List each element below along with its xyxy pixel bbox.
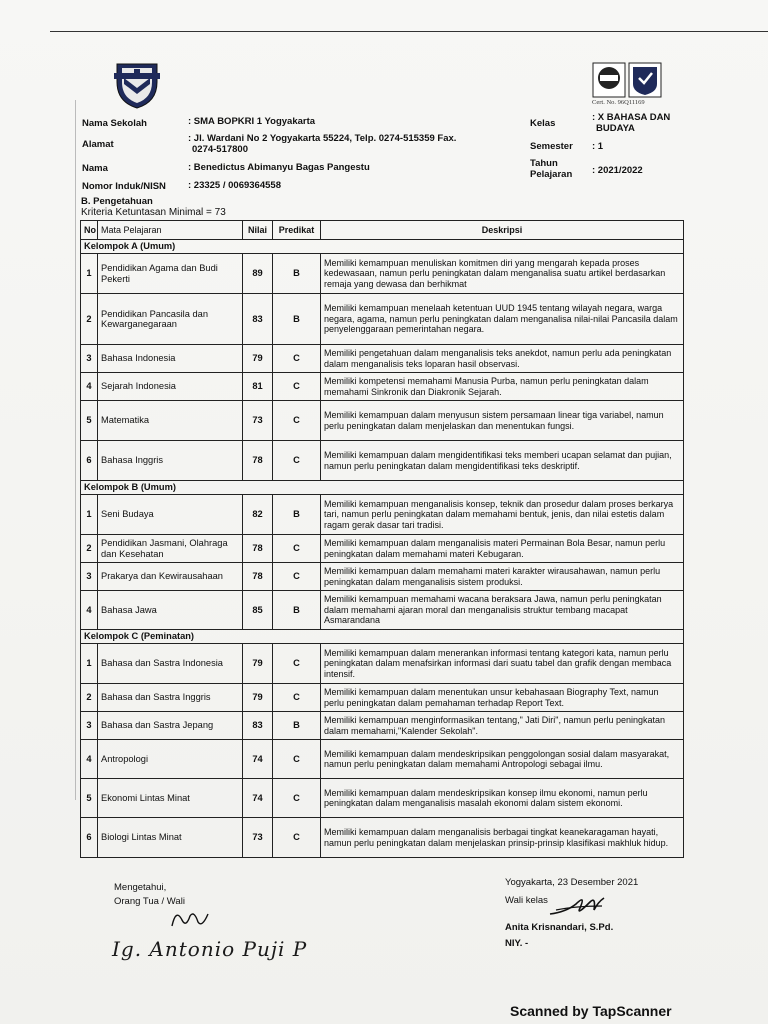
cell-predikat: B (273, 254, 321, 294)
header-no: No (81, 221, 98, 240)
cell-predikat: C (273, 373, 321, 401)
cell-mata-pelajaran: Pendidikan Pancasila dan Kewarganegaraan (98, 294, 243, 345)
cell-nilai: 89 (243, 254, 273, 294)
cell-predikat: C (273, 563, 321, 591)
cell-no: 3 (81, 712, 98, 740)
cell-mata-pelajaran: Pendidikan Agama dan Budi Pekerti (98, 254, 243, 294)
table-row (81, 591, 684, 630)
cell-nilai: 78 (243, 563, 273, 591)
cell-deskripsi: Memiliki kemampuan dalam mendeskripsikan konsep ilmu ekonomi, namun perlu peningkatan dalam menganalisis masalah ekonomi dalam sistem ekonomi. (321, 779, 684, 818)
school-logo-icon (114, 58, 160, 110)
cell-mata-pelajaran: Biologi Lintas Minat (98, 818, 243, 858)
niy: NIY. - (505, 938, 529, 949)
header-mata-pelajaran: Mata Pelajaran (98, 221, 243, 240)
cell-deskripsi: Memiliki kemampuan dalam menganalisis berbagai tingkat keanekaragaman hayati, namun perlu peningkatan dalam menjelaskan prinsip-prinsip klasifikasi makhluk hidup. (321, 818, 684, 858)
cell-predikat: B (273, 591, 321, 630)
cell-deskripsi: Memiliki kemampuan menganalisis konsep, teknik dan prosedur dalam proses berkarya tari, namun perlu peningkatan dalam memahami bentuk, jenis, dan nilai estetis dalam ragam gerak dasar tari tradisi. (321, 495, 684, 535)
value-nama: : Benedictus Abimanyu Bagas Pangestu (188, 162, 370, 173)
cell-no: 4 (81, 740, 98, 779)
cell-deskripsi: Memiliki kompetensi memahami Manusia Purba, namun perlu peningkatan dalam memahami Sinkronik dan Diakronik Sejarah. (321, 373, 684, 401)
value-nisn: : 23325 / 0069364558 (188, 180, 281, 191)
cell-nilai: 73 (243, 401, 273, 441)
cell-predikat: B (273, 294, 321, 345)
cell-mata-pelajaran: Bahasa dan Sastra Inggris (98, 684, 243, 712)
cell-nilai: 85 (243, 591, 273, 630)
top-border-line (50, 31, 768, 32)
cell-mata-pelajaran: Antropologi (98, 740, 243, 779)
cell-predikat: C (273, 684, 321, 712)
header-predikat: Predikat (273, 221, 321, 240)
value-alamat-1: : Jl. Wardani No 2 Yogyakarta 55224, Telp. 0274-515359 Fax. (188, 133, 457, 144)
label-tahun-2: Pelajaran (530, 169, 573, 180)
label-kelas: Kelas (530, 118, 556, 129)
mengetahui-label: Mengetahui, (114, 882, 167, 893)
cell-deskripsi: Memiliki kemampuan menginformasikan tentang," Jati Diri", namun perlu peningkatan dalam memahami,"Kalender Sekolah". (321, 712, 684, 740)
group-title: Kelompok C (Peminatan) (81, 630, 684, 644)
cell-deskripsi: Memiliki kemampuan dalam menerankan informasi tentang kategori kata, namun perlu peningkatan dalam menafsirkan informasi dari suatu tabel dan grafik dengan membaca intensif. (321, 644, 684, 684)
parent-signature-icon (168, 906, 218, 932)
cell-mata-pelajaran: Bahasa Inggris (98, 441, 243, 481)
grades-table (80, 220, 684, 858)
value-nama-sekolah: : SMA BOPKRI 1 Yogyakarta (188, 116, 316, 127)
cell-no: 3 (81, 345, 98, 373)
table-header-row (81, 221, 684, 240)
cell-mata-pelajaran: Sejarah Indonesia (98, 373, 243, 401)
group-title: Kelompok B (Umum) (81, 481, 684, 495)
cell-mata-pelajaran: Bahasa Indonesia (98, 345, 243, 373)
table-row (81, 535, 684, 563)
cell-mata-pelajaran: Bahasa dan Sastra Jepang (98, 712, 243, 740)
cell-predikat: C (273, 644, 321, 684)
cell-mata-pelajaran: Ekonomi Lintas Minat (98, 779, 243, 818)
cell-predikat: C (273, 535, 321, 563)
cell-nilai: 81 (243, 373, 273, 401)
cert-number: Cert. No. 96Q11169 (592, 99, 645, 106)
header-nilai: Nilai (243, 221, 273, 240)
cell-predikat: C (273, 818, 321, 858)
cell-mata-pelajaran: Bahasa Jawa (98, 591, 243, 630)
cell-mata-pelajaran: Bahasa dan Sastra Indonesia (98, 644, 243, 684)
cell-deskripsi: Memiliki pengetahuan dalam menganalisis teks anekdot, namun perlu ada peningkatan dalam menganalisis teks loparan hasil observasi. (321, 345, 684, 373)
cell-predikat: C (273, 779, 321, 818)
table-row (81, 712, 684, 740)
cell-predikat: B (273, 712, 321, 740)
cell-predikat: C (273, 441, 321, 481)
cell-nilai: 78 (243, 441, 273, 481)
cell-no: 1 (81, 644, 98, 684)
group-title: Kelompok A (Umum) (81, 240, 684, 254)
cell-no: 1 (81, 495, 98, 535)
cell-no: 2 (81, 684, 98, 712)
kkm-text: Kriteria Ketuntasan Minimal = 73 (81, 207, 226, 218)
cell-nilai: 82 (243, 495, 273, 535)
cell-deskripsi: Memiliki kemampuan menuliskan komitmen diri yang mengarah kepada proses kedewasaan, namun perlu peningkatan dalam menganalisa suatu artikel berdasarkan remaja yang dewasa dan berhikmat (321, 254, 684, 294)
cell-mata-pelajaran: Seni Budaya (98, 495, 243, 535)
label-tahun-1: Tahun (530, 158, 558, 169)
label-alamat: Alamat (82, 139, 114, 150)
scanner-watermark: Scanned by TapScanner (510, 1003, 672, 1019)
label-semester: Semester (530, 141, 573, 152)
value-kelas-2: BUDAYA (596, 123, 635, 134)
table-row (81, 644, 684, 684)
table-row (81, 563, 684, 591)
cell-no: 2 (81, 294, 98, 345)
cell-nilai: 73 (243, 818, 273, 858)
cell-nilai: 79 (243, 345, 273, 373)
cell-nilai: 74 (243, 779, 273, 818)
value-semester: : 1 (592, 141, 604, 152)
table-row (81, 818, 684, 858)
table-row (81, 401, 684, 441)
table-row (81, 345, 684, 373)
cell-no: 6 (81, 441, 98, 481)
cell-mata-pelajaran: Matematika (98, 401, 243, 441)
place-date: Yogyakarta, 23 Desember 2021 (505, 877, 639, 888)
cell-predikat: C (273, 740, 321, 779)
cell-mata-pelajaran: Pendidikan Jasmani, Olahraga dan Kesehatan (98, 535, 243, 563)
cell-deskripsi: Memiliki kemampuan dalam menyusun sistem persamaan linear tiga variabel, namun perlu peningkatan dalam menjelaskan dan menentukan fungsi. (321, 401, 684, 441)
cell-deskripsi: Memiliki kemampuan dalam memahami materi karakter wirausahawan, namun perlu peningkatan dalam menganalisis sistem produksi. (321, 563, 684, 591)
cell-nilai: 83 (243, 294, 273, 345)
cell-nilai: 79 (243, 684, 273, 712)
group-row (81, 481, 684, 495)
cell-deskripsi: Memiliki kemampuan dalam menganalisis materi Permainan Bola Besar, namun perlu peningkatan dalam memahami materi Kebugaran. (321, 535, 684, 563)
certification-logo-icon (592, 62, 662, 98)
cell-no: 2 (81, 535, 98, 563)
group-row (81, 240, 684, 254)
teacher-signature-icon (546, 888, 606, 920)
table-row (81, 373, 684, 401)
table-row (81, 779, 684, 818)
cell-deskripsi: Memiliki kemampuan dalam mendeskripsikan penggolongan sosial dalam masyarakat, namun perlu peningkatan dalam memahami Antropologi sebagai ilmu. (321, 740, 684, 779)
cell-deskripsi: Memiliki kemampuan dalam menentukan unsur kebahasaan Biography Text, namun perlu peningkatan dalam pemahaman terhadap Report Text. (321, 684, 684, 712)
table-row (81, 740, 684, 779)
cell-predikat: B (273, 495, 321, 535)
orang-tua-label: Orang Tua / Wali (114, 896, 185, 907)
wali-kelas-label: Wali kelas (505, 895, 548, 906)
cell-nilai: 74 (243, 740, 273, 779)
cell-no: 1 (81, 254, 98, 294)
value-alamat-2: 0274-517800 (192, 144, 248, 155)
label-nama-sekolah: Nama Sekolah (82, 118, 147, 129)
cell-no: 3 (81, 563, 98, 591)
cell-deskripsi: Memiliki kemampuan dalam mengidentifikasi teks memberi ucapan selamat dan pujian, namun perlu peningkatan dalam mengidentifikasi teks deskriptif. (321, 441, 684, 481)
cell-predikat: C (273, 401, 321, 441)
header-deskripsi: Deskripsi (321, 221, 684, 240)
cell-predikat: C (273, 345, 321, 373)
cell-no: 5 (81, 779, 98, 818)
group-row (81, 630, 684, 644)
cell-no: 4 (81, 591, 98, 630)
cell-no: 4 (81, 373, 98, 401)
section-title: B. Pengetahuan (81, 196, 153, 207)
cell-deskripsi: Memiliki kemampuan menelaah ketentuan UUD 1945 tentang wilayah negara, warga negara, agama, namun perlu peningkatan dalam menganalisa nilai-nilai Pancasila dalam penyelenggaraan pemerintahan negara. (321, 294, 684, 345)
table-row (81, 495, 684, 535)
cell-nilai: 83 (243, 712, 273, 740)
left-margin-line (75, 100, 76, 800)
table-row (81, 441, 684, 481)
parent-name-handwritten: Ig. Antonio Puji P (112, 937, 308, 961)
cell-no: 6 (81, 818, 98, 858)
table-row (81, 684, 684, 712)
cell-no: 5 (81, 401, 98, 441)
table-row (81, 294, 684, 345)
value-tahun: : 2021/2022 (592, 165, 643, 176)
cell-deskripsi: Memiliki kemampuan memahami wacana beraksara Jawa, namun perlu peningkatan dalam memahami ajaran moral dan menganalisis struktur tembang macapat Asmarandana (321, 591, 684, 630)
label-nama: Nama (82, 163, 108, 174)
cell-nilai: 78 (243, 535, 273, 563)
label-nisn: Nomor Induk/NISN (82, 181, 166, 192)
table-row (81, 254, 684, 294)
value-kelas-1: : X BAHASA DAN (592, 112, 671, 123)
cell-mata-pelajaran: Prakarya dan Kewirausahaan (98, 563, 243, 591)
wali-kelas-name: Anita Krisnandari, S.Pd. (505, 922, 614, 933)
cell-nilai: 79 (243, 644, 273, 684)
